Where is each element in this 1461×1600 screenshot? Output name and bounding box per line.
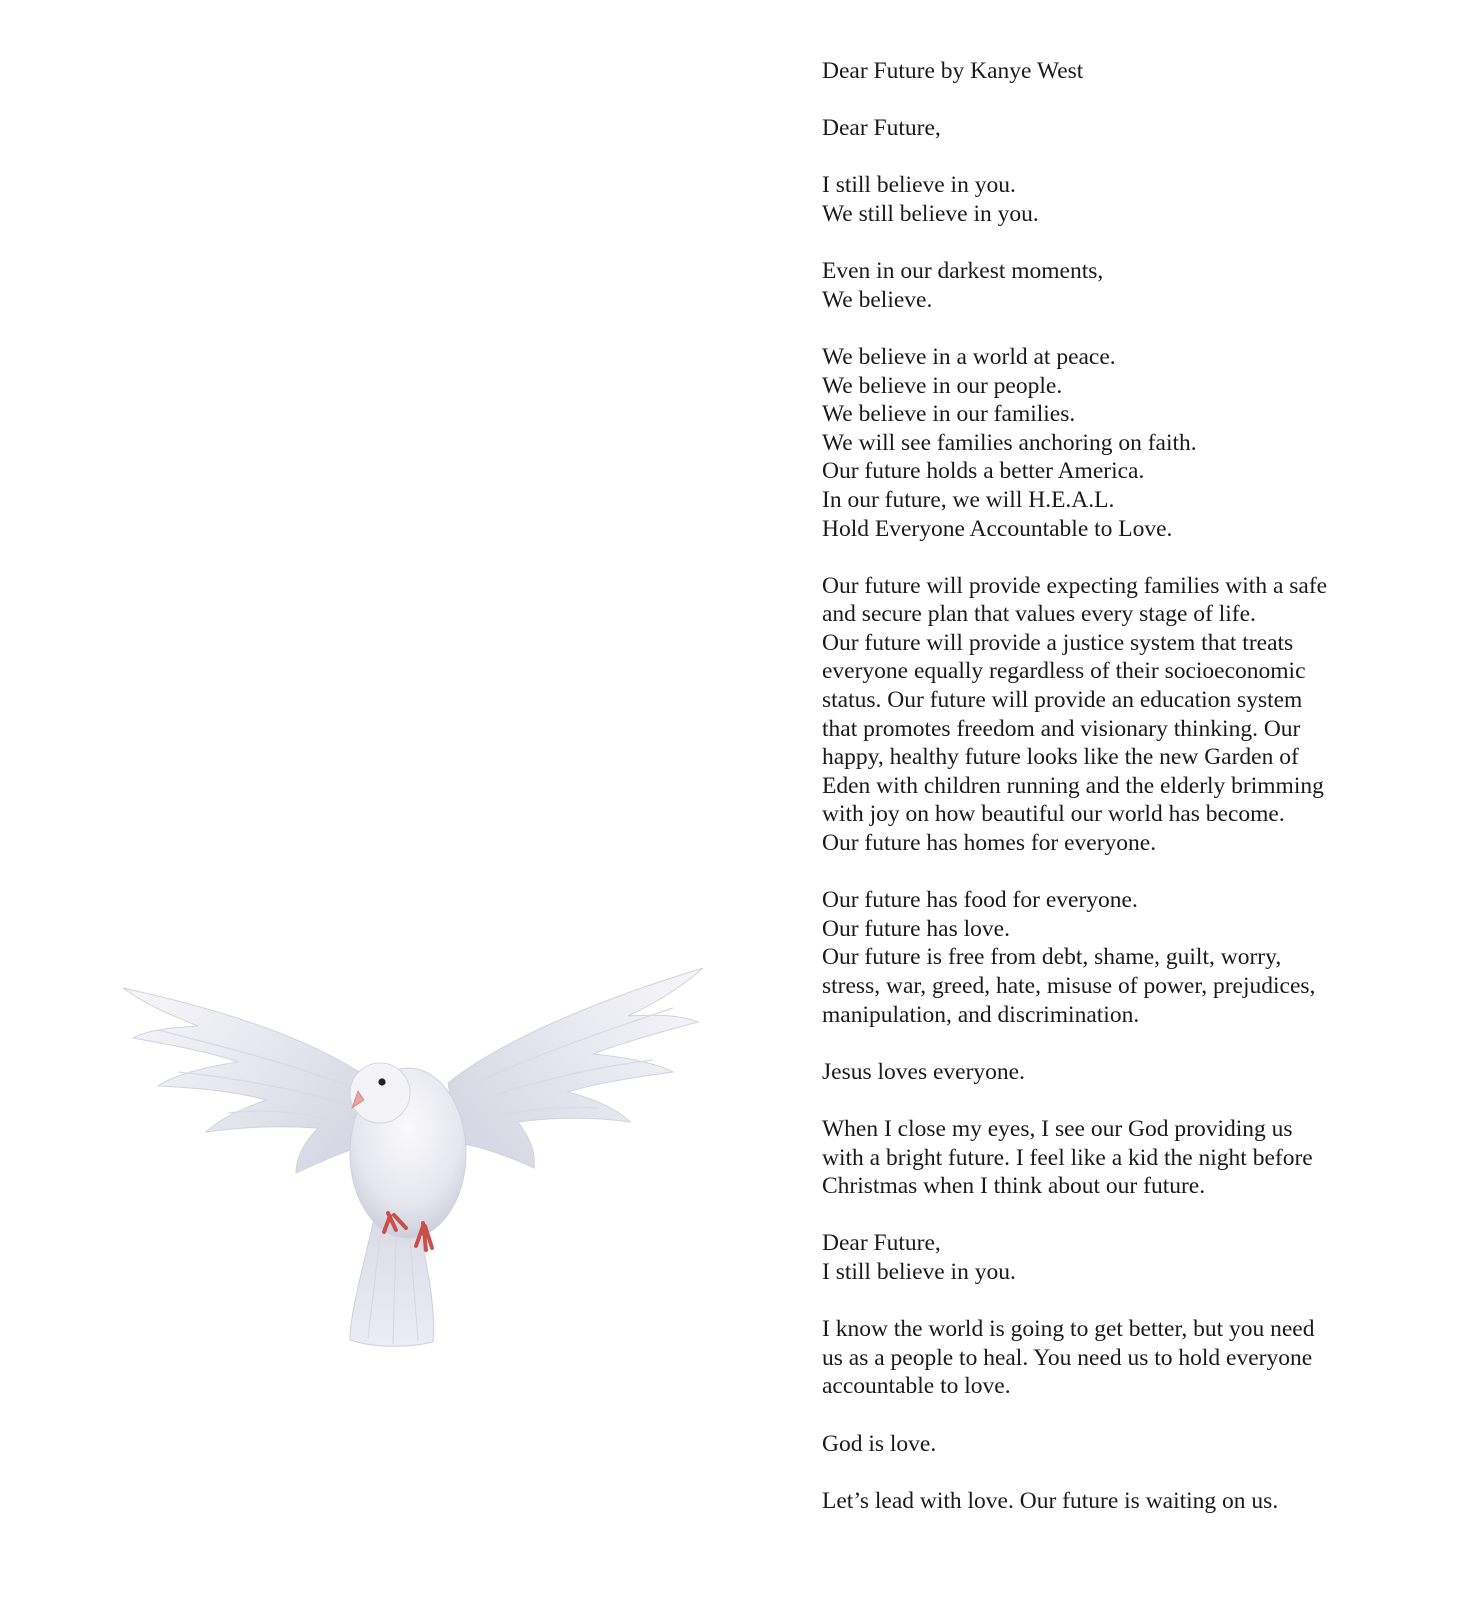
poem-line: Our future has homes for everyone. [822, 830, 1157, 857]
document-title [822, 57, 1422, 86]
poem-line: Dear Future, [822, 1230, 941, 1257]
poem-line: Even in our darkest moments, [822, 258, 1104, 285]
poem-line: happy, healthy future looks like the new Garden of [822, 744, 1299, 771]
poem-stanza [822, 171, 1422, 228]
poem-stanza [822, 1487, 1422, 1516]
poem-line: We will see families anchoring on faith. [822, 429, 1197, 456]
poem-line: Let’s lead with love. Our future is waiting on us. [822, 1487, 1279, 1514]
poem-line: with a bright future. I feel like a kid the night before [822, 1144, 1313, 1171]
poem-line: Our future has love. [822, 915, 1010, 942]
poem-line: that promotes freedom and visionary thinking. Our [822, 715, 1301, 742]
poem-line: Our future will provide expecting families with a safe [822, 572, 1328, 599]
poem-line: accountable to love. [822, 1373, 1011, 1400]
poem-line: God is love. [822, 1430, 937, 1457]
poem-stanza [822, 343, 1422, 543]
left-wing [123, 988, 373, 1173]
right-wing [448, 968, 703, 1168]
poem-line: Dear Future by Kanye West [822, 58, 1084, 84]
poem-line: Hold Everyone Accountable to Love. [822, 515, 1173, 542]
poem-line: Eden with children running and the elderly brimming [822, 772, 1324, 799]
poem-line: Our future holds a better America. [822, 458, 1145, 485]
poem-line: We believe in our people. [822, 372, 1063, 399]
poem-line: us as a people to heal. You need us to hold everyone [822, 1344, 1313, 1371]
poem-line: with joy on how beautiful our world has become. [822, 801, 1285, 828]
poem-stanza [822, 114, 1422, 143]
poem-line: Jesus loves everyone. [822, 1058, 1025, 1085]
poem-line: and secure plan that values every stage of life. [822, 601, 1256, 628]
poem-line: manipulation, and discrimination. [822, 1001, 1140, 1028]
poem-stanza [822, 1115, 1422, 1201]
poem-stanza [822, 1315, 1422, 1401]
poem-stanza [822, 257, 1422, 314]
poem-line: Christmas when I think about our future. [822, 1173, 1206, 1200]
poem-line: stress, war, greed, hate, misuse of power, prejudices, [822, 973, 1316, 999]
poem-line: We believe in our families. [822, 401, 1076, 428]
poem-line: status. Our future will provide an education system [822, 687, 1303, 714]
poem-stanza [822, 572, 1422, 858]
poem-line: Our future is free from debt, shame, guilt, worry, [822, 944, 1282, 971]
poem-stanza [822, 1058, 1422, 1087]
poem-line: Our future will provide a justice system that treats [822, 629, 1294, 656]
poem-line: I still believe in you. [822, 172, 1016, 199]
poem-stanza [822, 1229, 1422, 1286]
poem-line: We believe. [822, 286, 933, 313]
poem-line: everyone equally regardless of their socioeconomic [822, 658, 1306, 685]
poem-line: We believe in a world at peace. [822, 343, 1116, 370]
poem-line: I know the world is going to get better, but you need [822, 1316, 1315, 1343]
poem-text [822, 57, 1422, 1544]
poem-line: Dear Future, [822, 115, 941, 142]
dove-icon [118, 968, 718, 1363]
poem-line: I still believe in you. [822, 1258, 1016, 1285]
poem-stanza [822, 1430, 1422, 1459]
poem-line: In our future, we will H.E.A.L. [822, 486, 1115, 513]
poem-line: When I close my eyes, I see our God providing us [822, 1115, 1293, 1142]
dove-tail [350, 1223, 434, 1346]
poem-line: We still believe in you. [822, 200, 1039, 227]
poem-stanza [822, 886, 1422, 1029]
poem-line: Our future has food for everyone. [822, 887, 1138, 914]
